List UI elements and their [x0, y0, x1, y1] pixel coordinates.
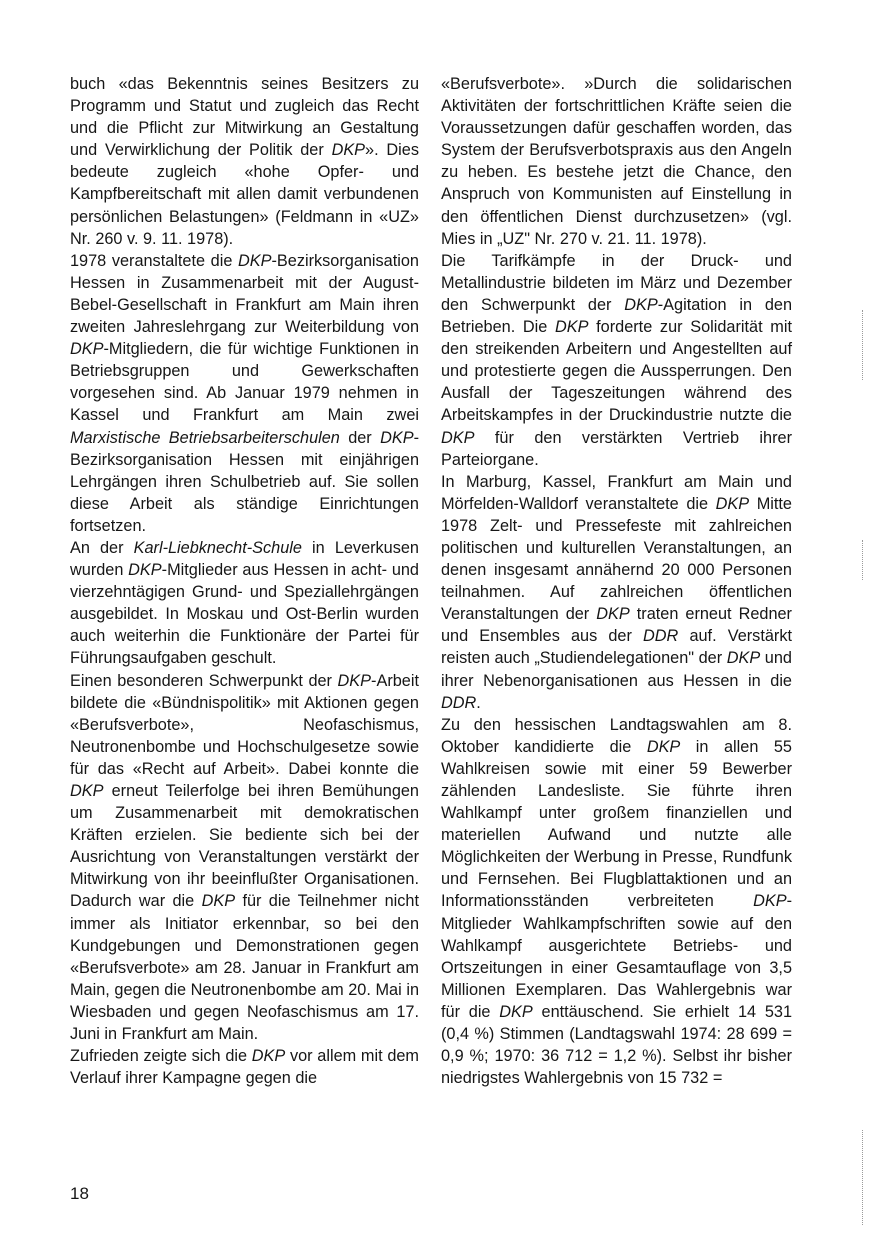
paragraph: «Berufsverbote». »Durch die solidarischen Aktivitäten der fortschrittlichen Kräfte seien die Voraussetzungen dafür geschaffen worden, das System der Berufsverbotspraxis aus den Angeln zu heben. Es bestehe jetzt die Chance, den Anspruch von Kommunisten auf Einstellung in den öffentlichen Dienst durchzusetzen» (vgl. Mies in „UZ" Nr. 270 v. 21. 11. 1978).	[441, 75, 792, 248]
party-name: DKP	[337, 671, 372, 690]
party-name: DKP	[201, 892, 236, 911]
party-name: DKP	[380, 428, 414, 447]
party-name: DKP	[753, 892, 787, 911]
party-name: DKP	[646, 737, 681, 756]
party-name: DKP	[596, 605, 630, 624]
paragraph: Die Tarifkämpfe in der Druck- und Metallindustrie bildeten im März und Dezember den Schwerpunkt der DKP-Agitation in den Betrieben. Die DKP forderte zur Solidarität mit den streikenden Arbeitern und Angestellten auf und protestierte gegen die Aussperrungen. Den Ausfall der Tageszeitungen während des Arbeitskampfes in der Druckindustrie nutzte die DKP für den verstärkten Vertrieb ihrer Parteiorgane.	[441, 251, 792, 469]
scan-edge-mark	[862, 310, 863, 380]
country-name: DDR	[643, 627, 679, 646]
party-name: DKP	[128, 561, 162, 580]
party-name: DKP	[251, 1047, 286, 1066]
page-number: 18	[70, 1184, 89, 1203]
paragraph: Einen besonderen Schwerpunkt der DKP-Arbeit bildete die «Bündnispolitik» mit Aktionen gegen «Berufsverbote», Neofaschismus, Neutronenbombe und Hochschulgesetze sowie für das «Recht auf Arbeit». Dabei konnte die DKP erneut Teilerfolge bei ihren Bemühungen um Zusammenarbeit mit demokratischen Kräften erzielen. Sie bediente sich bei der Ausrichtung von Veranstaltungen verstärkt der Mitwirkung von ihr beeinflußter Organisationen. Dadurch war die DKP für die Teilnehmer nicht immer als Initiator erkennbar, so bei den Kundgebungen und Demonstrationen gegen «Berufsverbote» am 28. Januar in Frankfurt am Main, gegen die Neutronenbombe am 20. Mai in Wiesbaden und gegen Neofaschismus am 17. Juni in Frankfurt am Main.	[70, 671, 419, 1044]
party-name: DKP	[238, 251, 272, 270]
paragraph: Zu den hessischen Landtagswahlen am 8. Oktober kandidierte die DKP in allen 55 Wahlkreisen sowie mit einer 59 Bewerber zählenden Landesliste. Sie führte ihren Wahlkampf unter großem finanziellen und materiellen Aufwand und nutzte alle Möglichkeiten der Werbung in Presse, Rundfunk und Fernsehen. Bei Flugblattaktionen und an Informationsständen verbreiteten DKP-Mitglieder Wahlkampfschriften sowie auf den Wahlkampf ausgerichtete Betriebs- und Ortszeitungen in einer Gesamtauflage von 3,5 Millionen Exemplaren. Das Wahlergebnis war für die DKP enttäuschend. Sie erhielt 14 531 (0,4 %) Stimmen (Landtagswahl 1974: 28 699 = 0,9 %; 1970: 36 712 = 1,2 %). Selbst ihr bisher niedrigstes Wahlergebnis von 15 732 =	[441, 715, 793, 1088]
party-name: DKP	[555, 318, 589, 337]
party-name: DKP	[726, 649, 761, 668]
party-name: DKP	[624, 295, 658, 314]
school-name: Karl-Liebknecht-Schule	[133, 538, 302, 557]
paragraph: buch «das Bekenntnis seines Besitzers zu Programm und Statut und zugleich das Recht und die Pflicht zur Mitwirkung an Gestaltung und Verwirklichung der Politik der DKP». Dies bedeute zugleich «hohe Opfer- und Kampfbereitschaft mit allen damit verbundenen persönlichen Belastungen» (Feldmann in «UZ» Nr. 260 v. 9. 11. 1978).	[70, 75, 419, 248]
paragraph: Zufrieden zeigte sich die DKP vor allem mit dem Verlauf ihrer Kampagne gegen die	[70, 1047, 419, 1088]
paragraph: An der Karl-Liebknecht-Schule in Leverkusen wurden DKP-Mitglieder aus Hessen in acht- und vierzehntägigen Grund- und Speziallehrgängen ausgebildet. In Moskau und Ost-Berlin wurden auch weiterhin die Funktionäre der Partei für Führungsaufgaben geschult.	[70, 538, 419, 668]
scan-edge-mark	[862, 540, 863, 580]
left-column	[70, 73, 419, 1089]
paragraph: In Marburg, Kassel, Frankfurt am Main und Mörfelden-Walldorf veranstaltete die DKP Mitte 1978 Zelt- und Pressefeste mit zahlreichen politischen und kulturellen Veranstaltungen, an denen insgesamt annähernd 20 000 Personen teilnahmen. Auf zahlreichen öffentlichen Veranstaltungen der DKP traten erneut Redner und Ensembles aus der DDR auf. Verstärkt reisten auch „Studiendelegationen" der DKP und ihrer Nebenorganisationen aus Hessen in die DDR.	[441, 472, 792, 712]
scan-edge-mark	[862, 1130, 863, 1225]
party-name: DKP	[441, 428, 475, 447]
party-name: DKP	[499, 1002, 533, 1021]
party-name: DKP	[331, 141, 366, 160]
country-name: DDR	[441, 693, 477, 712]
party-name: DKP	[70, 340, 104, 359]
party-name: DKP	[70, 782, 104, 800]
right-column	[441, 73, 792, 1089]
school-name: Marxistische Betriebsarbeiterschulen	[70, 428, 340, 447]
paragraph: 1978 veranstaltete die DKP-Bezirksorganisation Hessen in Zusammenarbeit mit der August-Bebel-Gesellschaft in Frankfurt am Main ihren zweiten Jahreslehrgang zur Weiterbildung von DKP-Mitgliedern, die für wichtige Funktionen in Betriebsgruppen und Gewerkschaften vorgesehen sind. Ab Januar 1979 nehmen in Kassel und Frankfurt am Main zwei Marxistische Betriebsarbeiterschulen der DKP-Bezirksorganisation Hessen mit einjährigen Lehrgängen ihren Schulbetrieb auf. Sie sollen diese Arbeit als ständige Einrichtungen fortsetzen.	[70, 251, 419, 535]
party-name: DKP	[715, 494, 750, 513]
